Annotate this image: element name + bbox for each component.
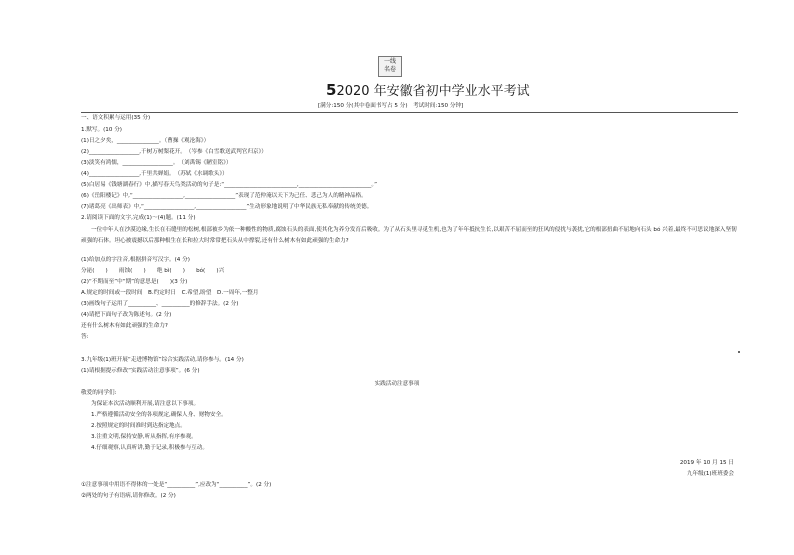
paper-number: 5 <box>326 81 337 99</box>
question-2-heading: 2.请阅读下面的文字,完成(1)～(4)题。(11 分) <box>81 215 196 221</box>
q2-sub-3: (3)画线句子运用了__________、__________的修辞手法。(2 分) <box>81 301 239 307</box>
page-title <box>326 80 530 99</box>
q3-sub-1: (1)请根据提示修改“实践活动注意事项”。(6 分) <box>81 368 200 374</box>
answer-label: 答: <box>81 334 89 340</box>
notice-signature: 九年级(1)班班委会 <box>686 471 734 477</box>
q1-item-7: (7)诸葛亮《出师表》中,“__________________,__________________”生动形象地说明了中华民族无私奉献的传统美德。 <box>81 204 373 210</box>
q1-item-1: (1)日之夕矣，_______________。（曹操《观沧海》） <box>81 138 210 144</box>
badge-line-1: 一线 <box>383 58 396 65</box>
q1-item-4: (4)__________________,千里共婵娟。 （苏轼《水调歌头》） <box>81 171 228 177</box>
q1-item-3: (3)淡笑有鸿儒，__________________。 （刘禹锡《陋室铭》） <box>81 160 232 166</box>
reading-passage: 一位中年人在沙漠边缘,生长在石缝里的松树,根部被乡为依一种酸性的物质,腐蚀石头的表面,使其化为养分发育后吸收。为了从石头里寻觅生机,也为了年年抵抗生长,以艰苦不屈而至的狂风的侵扰与袭扰,它的根部扭曲不屈地向石头 bó 兴着,最终不可思议地深入坚韧顽强的石体。坦心被震撼以后那种根生在长和拉大时常常把石头从中撑裂,还有什么树木有如此顽强的生命力? <box>81 227 737 244</box>
notice-date: 2019 年 10 月 15 日 <box>679 460 734 466</box>
q3-item-1: ①注意事项中用语不得体的一处是“__________”,应改为“__________”。(2 分) <box>81 482 272 488</box>
notice-intro: 为保证本次活动顺利开展,请注意以下事项。 <box>91 401 200 407</box>
notice-item-2: 2.按照规定的时间准时到达指定地点。 <box>91 423 186 429</box>
page-mark <box>738 351 740 353</box>
q2-sub-2: (2)“不期而至”中“期”的意思是( )(3 分) <box>81 279 188 285</box>
notice-heading: 实践活动注意事项 <box>374 381 420 387</box>
q2-pinyin-row: 分泌( ) 雨蚀( ) 绝 bì( ) bó( )兴 <box>81 268 225 274</box>
badge-line-2: 名卷 <box>383 66 396 73</box>
q2-sub-4: (4)请把下面句子改为陈述句。(2 分) <box>81 312 172 318</box>
paper-title-text: 2020 年安徽省初中学业水平考试 <box>336 84 530 99</box>
q1-item-5: (5)白居易《钱塘湖春行》中,描写春天鸟类活动的句子是:“__________________________,__________________________。” <box>81 182 378 188</box>
notice-item-4: 4.仔细观察,认真听讲,勤于记录,积极参与互动。 <box>91 445 208 451</box>
exam-info: [满分:150 分(其中卷面书写占 5 分) 考试时间:150 分钟] <box>318 103 464 109</box>
brand-badge <box>378 56 402 77</box>
q2-sentence: 还有什么树木有如此顽强的生命力? <box>81 323 168 329</box>
q3-item-2: ②两处的句子有语病,请你修改。(2 分) <box>81 493 176 499</box>
question-1-heading: 1.默写。(10 分) <box>81 127 122 133</box>
notice-item-3: 3.注重文明,保持安静,听从指挥,有序参观。 <box>91 434 197 440</box>
section-heading: 一、语文积累与运用(35 分) <box>81 115 151 121</box>
q1-item-2: (2)__________________,千树万树梨花开。 （岑参《白雪歌送武判官归京》） <box>81 149 267 155</box>
q2-options: A.规定的时间或一段时间 B.约定时日 C.希望,盼望 D.一周年,一整月 <box>81 290 259 296</box>
q2-sub-1: (1)给加点的字注音,根据拼音写汉字。(4 分) <box>81 257 190 263</box>
q1-item-6: (6)《岳阳楼记》中,“__________________,__________________”表现了范仲淹以天下为己任、悲己为人的精神品格。 <box>81 193 367 199</box>
question-3-heading: 3.九年级(1)班开展“走进博物馆”综合实践活动,请你参与。(14 分) <box>81 357 244 363</box>
notice-item-1: 1.严格遵循活动安全的各项规定,确保人身、财物安全。 <box>91 412 227 418</box>
header-divider <box>81 112 738 113</box>
notice-greeting: 敬爱的同学们: <box>81 390 117 396</box>
